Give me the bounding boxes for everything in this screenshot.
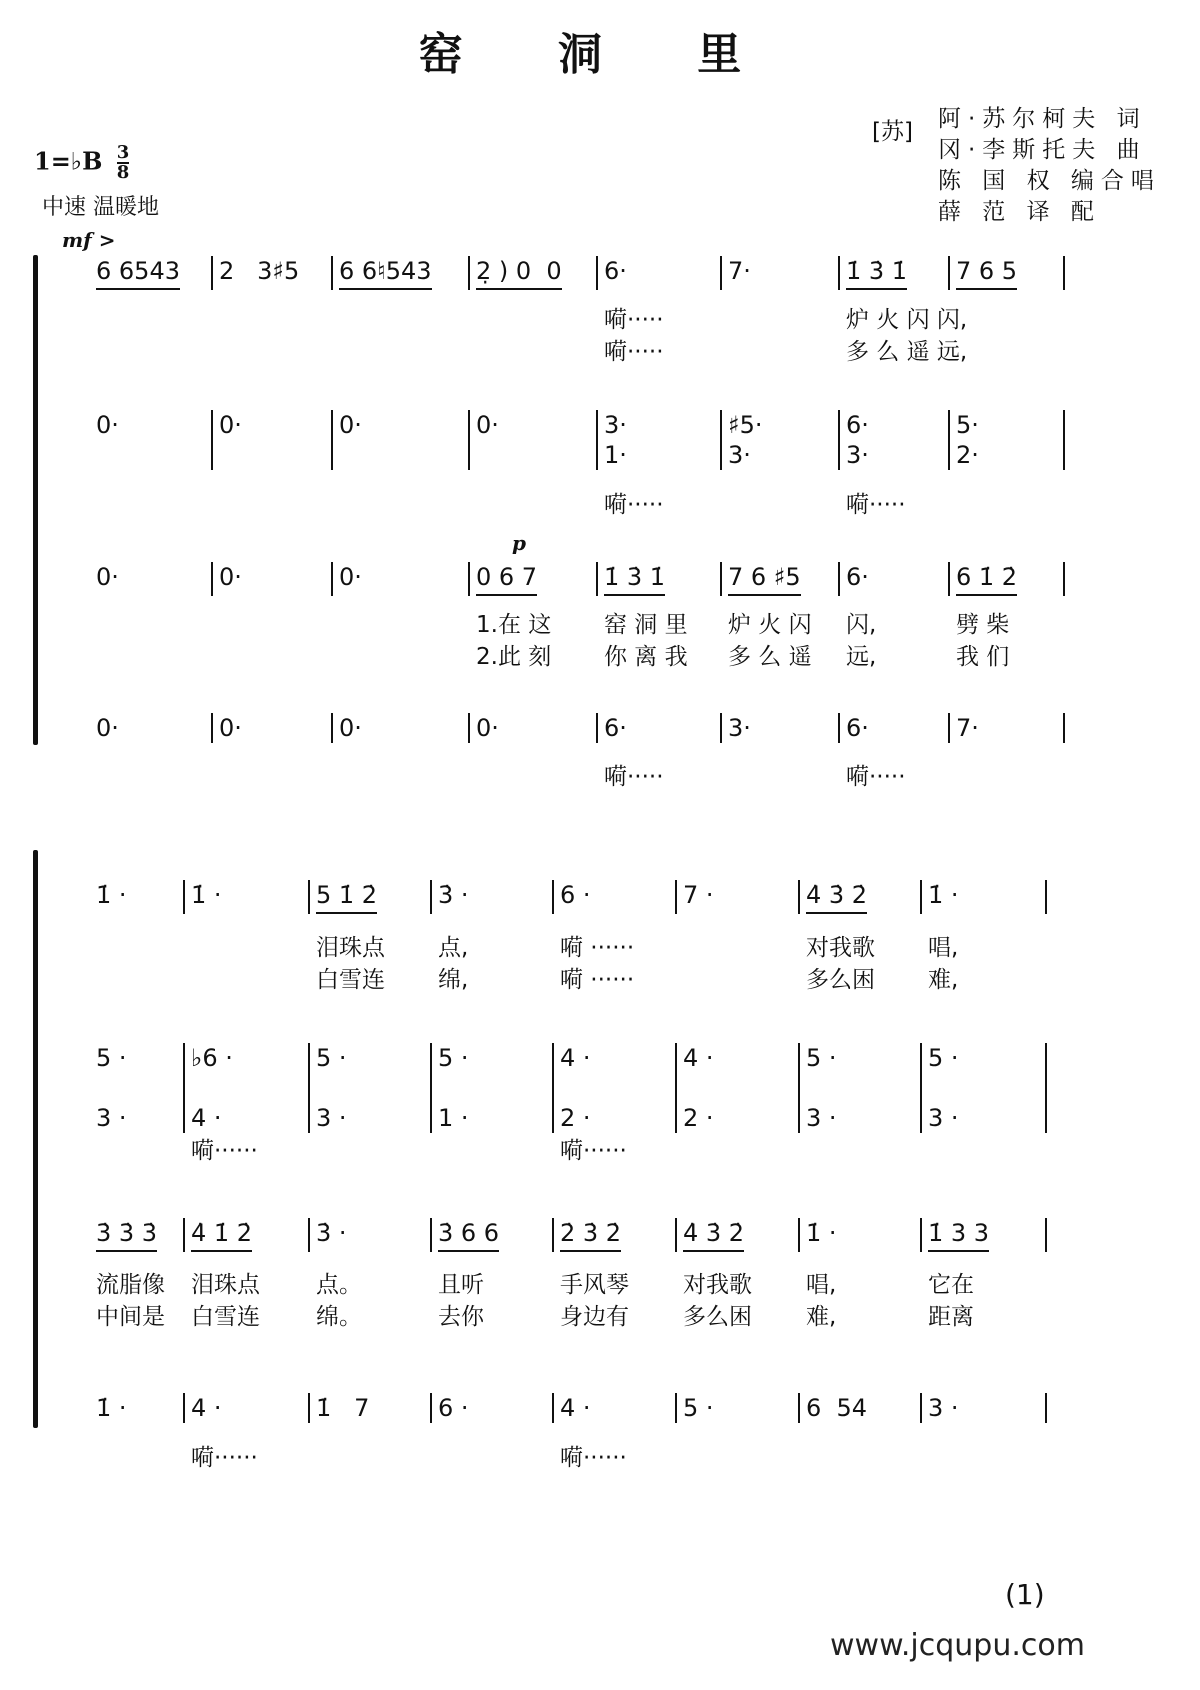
dynamic-p: p [512, 531, 526, 555]
measure-notes: 5 1̇ 2̇ [316, 880, 377, 914]
lyrics-line [90, 490, 1065, 520]
lyric-text: 泪珠点 [191, 1272, 260, 1298]
lyric-text [90, 933, 185, 963]
measure-notes: 4̇ 1̇ 2̇ [191, 1218, 252, 1252]
lyric-text: 它在 [928, 1272, 974, 1298]
measure-notes: 6 54 [806, 1394, 868, 1422]
lyric-text [922, 1136, 1047, 1166]
lyric-text: 嗬····· [604, 764, 664, 790]
lyric-text: 2.此 刻 [476, 644, 552, 670]
lyric-text [677, 1443, 800, 1473]
measure [598, 256, 722, 290]
measure [470, 562, 598, 596]
lyric-text: 嗬 ······ [560, 935, 635, 961]
lyric-text: 多么困 [683, 1304, 752, 1330]
lyric-text [90, 762, 213, 792]
measure-notes: 6 6♮543 [339, 256, 432, 290]
lyric-text: 点。 [316, 1272, 362, 1298]
lyric-text [470, 490, 598, 520]
lyric-text [722, 490, 840, 520]
measure [922, 880, 1047, 914]
lyric-text: 绵, [438, 967, 469, 993]
measure [90, 1218, 185, 1252]
measure [722, 256, 840, 290]
staff-row [90, 1393, 1047, 1423]
lyric-text: 多 么 遥 远, [846, 339, 968, 365]
measure-notes: 0· [339, 714, 362, 742]
lyric-text: 对我歌 [806, 935, 875, 961]
lyric-text: 多 么 遥 [728, 644, 812, 670]
measure-notes: 0· [219, 563, 242, 591]
lyric-text: 且听 [438, 1272, 484, 1298]
lyrics-line [90, 337, 1065, 367]
measure [677, 1393, 800, 1423]
measure-notes: 3̇ · [438, 881, 469, 909]
lyric-text [333, 762, 470, 792]
lyric-text: 炉 火 闪 [728, 612, 812, 638]
time-sig-top: 3 [116, 142, 130, 163]
measure [722, 410, 840, 470]
measure [598, 562, 722, 596]
measure [310, 1393, 432, 1423]
measure [840, 713, 950, 743]
measure [90, 1393, 185, 1423]
measure-notes: 3̇ 6 6 [438, 1218, 499, 1252]
measure [185, 880, 310, 914]
measure-notes: 3· [728, 714, 751, 742]
measure [333, 562, 470, 596]
lyric-text [90, 305, 213, 335]
lyric-text: 手风琴 [560, 1272, 629, 1298]
staff-row [90, 880, 1047, 914]
lyric-text: 嗬······ [560, 1138, 627, 1164]
lyric-text: 白雪连 [191, 1304, 260, 1330]
measure [950, 256, 1065, 290]
measure-notes: 3· 1· [604, 411, 627, 469]
measure-notes: 1̇ · [928, 881, 959, 909]
measure-notes: 6 6543 [96, 256, 180, 290]
measure-notes: 1̇ 7 [316, 1394, 370, 1422]
lyrics-line [90, 1302, 1047, 1332]
measure-notes: 1̇ 3 3 [928, 1218, 989, 1252]
measure [950, 410, 1065, 470]
lyric-text [677, 965, 800, 995]
lyric-text: 嗬····· [846, 492, 906, 518]
lyrics-line [90, 1270, 1047, 1300]
measure [554, 1218, 677, 1252]
measure [722, 713, 840, 743]
measure-notes: 4 · 2 · [560, 1044, 591, 1132]
measure-notes: 2̇ 3̇ 2̇ [560, 1218, 621, 1252]
lyric-text [432, 1443, 554, 1473]
lyric-text [185, 933, 310, 963]
measure [185, 1218, 310, 1252]
measure [554, 1043, 677, 1133]
lyric-text [677, 1136, 800, 1166]
measure-notes: 1̇ 3̇ 1̇ [846, 256, 907, 290]
measure [310, 1218, 432, 1252]
measure [432, 1393, 554, 1423]
measure [800, 1043, 922, 1133]
lyric-text: 嗬······ [191, 1445, 258, 1471]
lyric-text: 白雪连 [316, 967, 385, 993]
measure [310, 1043, 432, 1133]
system-bracket [33, 850, 38, 1428]
lyric-text [922, 1443, 1047, 1473]
measure [677, 1043, 800, 1133]
lyric-text [470, 762, 598, 792]
lyric-text: 点, [438, 935, 469, 961]
measure [213, 562, 333, 596]
lyric-text [333, 490, 470, 520]
measure-notes: 0· [96, 411, 119, 439]
lyric-text [310, 1443, 432, 1473]
lyric-text [90, 1443, 185, 1473]
measure [470, 713, 598, 743]
measure-notes: 6 1̇ 2̇ [956, 562, 1017, 596]
measure-notes: 1̇ · [96, 1394, 127, 1422]
lyric-text: 闪, [846, 612, 877, 638]
lyric-text: 炉 火 闪 闪, [846, 307, 968, 333]
measure-notes: 6· [604, 714, 627, 742]
key-signature [34, 144, 129, 182]
measure-notes: 6· [846, 563, 869, 591]
measure [922, 1218, 1047, 1252]
lyric-text: 难, [806, 1304, 837, 1330]
measure-notes: 0· [219, 411, 242, 439]
lyric-text: 距离 [928, 1304, 974, 1330]
measure-notes: 4̇ 3̇ 2̇ [683, 1218, 744, 1252]
system-bracket [33, 255, 38, 745]
measure [677, 880, 800, 914]
lyrics-line [90, 610, 1065, 640]
country-label: [苏] [872, 119, 913, 145]
lyric-text [310, 1136, 432, 1166]
lyric-text: 嗬····· [604, 339, 664, 365]
lyric-text: 你 离 我 [604, 644, 688, 670]
measure [213, 713, 333, 743]
staff-row [90, 713, 1065, 743]
key-label: 1=♭B [34, 146, 103, 176]
measure-notes: 3̇ 3̇ 3̇ [96, 1218, 157, 1252]
lyric-text [213, 337, 333, 367]
lyric-text: 劈 柴 [956, 612, 1010, 638]
lyric-text [90, 965, 185, 995]
lyric-text: 我 们 [956, 644, 1010, 670]
measure-notes: 6· 3· [846, 411, 869, 469]
lyric-text: 嗬 ······ [560, 967, 635, 993]
credits [938, 104, 1161, 228]
page-number: (1) [1005, 1578, 1045, 1611]
lyric-text: 中间是 [96, 1304, 165, 1330]
measure-notes: 0· [339, 411, 362, 439]
lyric-text: 难, [928, 967, 959, 993]
lyric-text: 远, [846, 644, 877, 670]
lyric-text: 唱, [928, 935, 959, 961]
measure-notes: 6 · [438, 1394, 469, 1422]
credit-translator: 薛 范 译 配 [938, 199, 1101, 225]
measure [800, 1393, 922, 1423]
measure [922, 1043, 1047, 1133]
measure [185, 1043, 310, 1133]
measure-notes: 1̇ · [96, 881, 127, 909]
lyrics-line [90, 965, 1047, 995]
lyric-text [213, 490, 333, 520]
measure [840, 256, 950, 290]
lyric-text: 嗬······ [191, 1138, 258, 1164]
staff-row [90, 256, 1065, 290]
measure-notes: 3̇ · [316, 1219, 347, 1247]
lyric-text [185, 965, 310, 995]
measure-notes: 0 6 7 [476, 562, 537, 596]
lyric-text [213, 642, 333, 672]
lyric-text [333, 610, 470, 640]
lyric-text: 多么困 [806, 967, 875, 993]
measure [840, 562, 950, 596]
dynamic-mf: mf > [62, 228, 116, 252]
lyric-text [90, 490, 213, 520]
measure-notes: 7· [956, 714, 979, 742]
lyric-text [333, 337, 470, 367]
lyric-text: 嗬····· [846, 764, 906, 790]
lyric-text [90, 337, 213, 367]
measure [213, 410, 333, 470]
measure [470, 256, 598, 290]
song-title: 窑 洞 里 [418, 29, 782, 80]
measure [840, 410, 950, 470]
measure-notes: 5 · 1 · [438, 1044, 469, 1132]
measure [432, 880, 554, 914]
lyric-text: 唱, [806, 1272, 837, 1298]
time-signature [117, 144, 130, 182]
measure [922, 1393, 1047, 1423]
lyric-text [213, 762, 333, 792]
measure-notes: 4 · [191, 1394, 222, 1422]
credit-lyricist: 阿·苏尔柯夫 词 [938, 106, 1147, 132]
measure-notes: 6· [604, 257, 627, 285]
measure [800, 1218, 922, 1252]
measure [90, 1043, 185, 1133]
lyrics-line [90, 642, 1065, 672]
measure [598, 410, 722, 470]
lyric-text [213, 610, 333, 640]
watermark: www.jcqupu.com [830, 1628, 1085, 1663]
measure-notes: 0· [96, 563, 119, 591]
lyric-text [432, 1136, 554, 1166]
lyrics-line [90, 933, 1047, 963]
measure-notes: 4̇ 3̇ 2̇ [806, 880, 867, 914]
measure [470, 410, 598, 470]
measure [90, 713, 213, 743]
tempo-marking: 中速 温暖地 [42, 195, 159, 220]
lyric-text [333, 642, 470, 672]
lyric-text: 绵。 [316, 1304, 362, 1330]
lyric-text [722, 305, 840, 335]
measure-notes: 0· [219, 714, 242, 742]
lyric-text [470, 305, 598, 335]
measure [310, 880, 432, 914]
staff-row [90, 410, 1065, 470]
measure-notes: 0· [476, 411, 499, 439]
measure-notes: 5· 2· [956, 411, 979, 469]
measure [554, 880, 677, 914]
lyric-text [90, 610, 213, 640]
measure [598, 713, 722, 743]
lyrics-line [90, 1443, 1047, 1473]
lyric-text: 嗬····· [604, 307, 664, 333]
lyric-text [950, 337, 1065, 367]
measure [333, 410, 470, 470]
measure-notes: 1̇ · [191, 881, 222, 909]
measure [950, 713, 1065, 743]
lyric-text [677, 933, 800, 963]
measure-notes: 2 3♯5 [219, 257, 300, 285]
measure [185, 1393, 310, 1423]
measure-notes: 7 · [683, 881, 714, 909]
measure [432, 1043, 554, 1133]
staff-row [90, 1043, 1047, 1133]
credit-composer: 冈·李斯托夫 曲 [938, 137, 1147, 163]
measure-notes: ♯5· 3· [728, 411, 763, 469]
measure-notes: 4 · [560, 1394, 591, 1422]
measure [800, 880, 922, 914]
measure-notes: 5 · 3 · [928, 1044, 959, 1132]
lyric-text [90, 642, 213, 672]
measure [90, 256, 213, 290]
lyric-text [950, 762, 1065, 792]
measure-notes: ♭6 · 4 · [191, 1044, 233, 1132]
measure-notes: 4 · 2 · [683, 1044, 714, 1132]
measure [722, 562, 840, 596]
staff-row [90, 1218, 1047, 1252]
staff-row [90, 562, 1065, 596]
measure-notes: 0· [476, 714, 499, 742]
lyric-text: 身边有 [560, 1304, 629, 1330]
measure [90, 410, 213, 470]
measure [213, 256, 333, 290]
measure-notes: 5 · 3 · [316, 1044, 347, 1132]
measure-notes: 7 6 ♯5 [728, 562, 801, 596]
measure-notes: 5 · 3 · [96, 1044, 127, 1132]
measure-notes: 0· [339, 563, 362, 591]
lyric-text [90, 1136, 185, 1166]
measure-notes: 7 6 5 [956, 256, 1017, 290]
lyric-text [470, 337, 598, 367]
lyrics-line [90, 305, 1065, 335]
measure [432, 1218, 554, 1252]
lyric-text [950, 490, 1065, 520]
credit-arranger: 陈 国 权 编合唱 [938, 168, 1161, 194]
measure [90, 880, 185, 914]
lyric-text: 1.在 这 [476, 612, 552, 638]
measure-notes: 0· [96, 714, 119, 742]
lyrics-line [90, 1136, 1047, 1166]
lyric-text [722, 337, 840, 367]
measure-notes: 2̣ ) 0 0 [476, 256, 562, 290]
measure [950, 562, 1065, 596]
measure [333, 256, 470, 290]
lyrics-line [90, 762, 1065, 792]
lyric-text [213, 305, 333, 335]
lyric-text [950, 305, 1065, 335]
measure-notes: 5 · 3 · [806, 1044, 837, 1132]
measure-notes: 6· [846, 714, 869, 742]
measure [333, 713, 470, 743]
measure-notes: 1̇ 3̇ 1̇ [604, 562, 665, 596]
time-sig-bottom: 8 [116, 162, 130, 183]
lyric-text [333, 305, 470, 335]
lyric-text [800, 1136, 922, 1166]
lyric-text: 去你 [438, 1304, 484, 1330]
measure [677, 1218, 800, 1252]
lyric-text: 嗬······ [560, 1445, 627, 1471]
lyric-text [722, 762, 840, 792]
lyric-text: 流脂像 [96, 1272, 165, 1298]
lyric-text: 泪珠点 [316, 935, 385, 961]
lyric-text [800, 1443, 922, 1473]
measure-notes: 6 · [560, 881, 591, 909]
lyric-text: 对我歌 [683, 1272, 752, 1298]
measure [554, 1393, 677, 1423]
lyric-text: 嗬····· [604, 492, 664, 518]
measure-notes: 5 · [683, 1394, 714, 1422]
measure-notes: 3 · [928, 1394, 959, 1422]
measure-notes: 1̇ · [806, 1219, 837, 1247]
measure [90, 562, 213, 596]
measure-notes: 7· [728, 257, 751, 285]
lyric-text: 窑 洞 里 [604, 612, 688, 638]
